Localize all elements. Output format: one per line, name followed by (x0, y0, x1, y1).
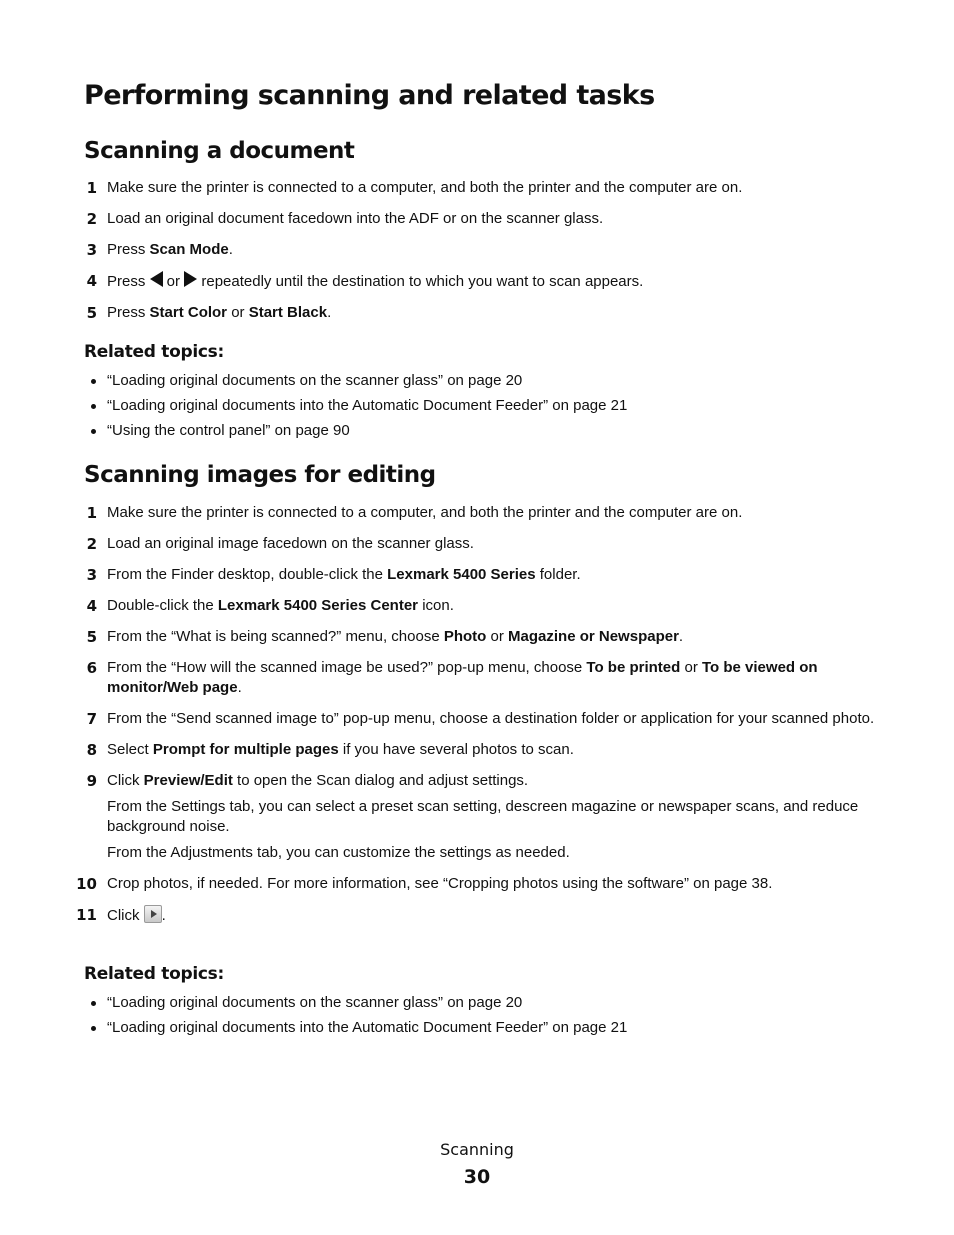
related-topic-link[interactable]: “Loading original documents on the scanner glass” on page 20 (0, 993, 954, 1013)
step (0, 240, 954, 260)
step-text: icon. (418, 597, 454, 614)
step-text: or (486, 628, 509, 645)
step-text: Click (107, 907, 144, 924)
step (0, 534, 954, 554)
step-text: Double-click the (107, 597, 218, 614)
step-text: Select (107, 741, 153, 758)
step-number: 3 (86, 241, 97, 259)
step-text: From the Finder desktop, double-click the (107, 566, 388, 583)
step (0, 771, 954, 863)
step (0, 596, 954, 616)
related-topic-link[interactable]: “Loading original documents into the Automatic Document Feeder” on page 21 (0, 396, 954, 416)
start-color-label: Start Color (149, 304, 228, 321)
step (0, 709, 954, 729)
step-number: 1 (86, 504, 97, 522)
step-number: 2 (86, 535, 97, 553)
step-text: . (678, 628, 684, 645)
step (0, 178, 954, 198)
page-title: Performing scanning and related tasks (84, 80, 655, 111)
step-text: From the “How will the scanned image be used?” pop-up menu, choose (107, 659, 587, 676)
step-number: 5 (86, 304, 97, 322)
step-number: 10 (76, 875, 97, 893)
step (0, 209, 954, 229)
step-text: . (237, 679, 242, 696)
left-arrow-icon (150, 271, 163, 287)
app-name: Lexmark 5400 Series Center (217, 597, 419, 614)
footer-page-number: 30 (463, 1166, 491, 1188)
start-scan-icon (144, 905, 162, 923)
preview-edit-label: Preview/Edit (143, 772, 233, 789)
footer-chapter-label: Scanning (440, 1140, 514, 1159)
step-number: 1 (86, 179, 97, 197)
step-text: repeatedly until the destination to which you want to scan appears. (197, 273, 644, 290)
step-text: Crop photos, if needed. For more information, see “Cropping photos using the software” on page 38. (107, 875, 773, 892)
step-text: Press (107, 304, 150, 321)
step-number: 3 (86, 566, 97, 584)
step (0, 503, 954, 523)
related-topics-list (0, 993, 954, 1043)
related-topics-list (0, 371, 954, 446)
option-printed: To be printed (586, 659, 681, 676)
step-text: Load an original document facedown into the ADF or on the scanner glass. (107, 210, 604, 227)
related-topics-title: Related topics: (84, 342, 224, 362)
related-topic-link[interactable]: “Using the control panel” on page 90 (0, 421, 954, 441)
step (0, 658, 954, 698)
step (0, 627, 954, 647)
right-arrow-icon (184, 271, 197, 287)
option-prompt: Prompt for multiple pages (152, 741, 339, 758)
step-text: if you have several photos to scan. (338, 741, 574, 758)
option-viewed: To be viewed on monitor/Web page (107, 659, 818, 696)
step-text: . (228, 241, 233, 258)
step (0, 905, 954, 926)
start-black-label: Start Black (248, 304, 328, 321)
step-text: Press (107, 273, 150, 290)
step-text: or (162, 273, 185, 290)
step-note: From the Settings tab, you can select a preset scan setting, descreen magazine or newspaper scans, and reduce background noise. (107, 798, 859, 835)
step-number: 9 (86, 772, 97, 790)
step-text: folder. (535, 566, 581, 583)
step (0, 874, 954, 894)
step-number: 8 (86, 741, 97, 759)
steps-scanning-document (0, 178, 954, 334)
step-text: or (680, 659, 702, 676)
section-title-scanning-images: Scanning images for editing (84, 462, 436, 488)
steps-scanning-images (0, 503, 954, 937)
step (0, 303, 954, 323)
step-number: 11 (76, 906, 97, 924)
option-photo: Photo (443, 628, 487, 645)
step-text: or (227, 304, 249, 321)
step-number: 2 (86, 210, 97, 228)
step-text: Press (107, 241, 150, 258)
related-topic-link[interactable]: “Loading original documents on the scanner glass” on page 20 (0, 371, 954, 391)
scan-mode-label: Scan Mode (149, 241, 229, 258)
option-magazine: Magazine or Newspaper (508, 628, 679, 645)
step-text: Load an original image facedown on the scanner glass. (107, 535, 474, 552)
step (0, 740, 954, 760)
step (0, 565, 954, 585)
step-text: Click (107, 772, 144, 789)
step-text: Make sure the printer is connected to a computer, and both the printer and the computer are on. (107, 179, 743, 196)
step (0, 271, 954, 292)
step-number: 4 (86, 597, 97, 615)
folder-name: Lexmark 5400 Series (387, 566, 536, 583)
section-title-scanning-document: Scanning a document (84, 138, 355, 164)
step-text: From the “What is being scanned?” menu, choose (107, 628, 444, 645)
step-text: . (161, 907, 166, 924)
step-text: Make sure the printer is connected to a computer, and both the printer and the computer are on. (107, 504, 743, 521)
related-topic-link[interactable]: “Loading original documents into the Automatic Document Feeder” on page 21 (0, 1018, 954, 1038)
step-text: From the “Send scanned image to” pop-up menu, choose a destination folder or application for your scanned photo. (107, 710, 875, 727)
step-text: to open the Scan dialog and adjust settings. (232, 772, 529, 789)
step-number: 4 (86, 272, 97, 290)
step-number: 6 (86, 659, 97, 677)
step-text: . (327, 304, 332, 321)
step-number: 7 (86, 710, 97, 728)
step-note: From the Adjustments tab, you can customize the settings as needed. (107, 844, 570, 861)
step-number: 5 (86, 628, 97, 646)
related-topics-title: Related topics: (84, 964, 224, 984)
